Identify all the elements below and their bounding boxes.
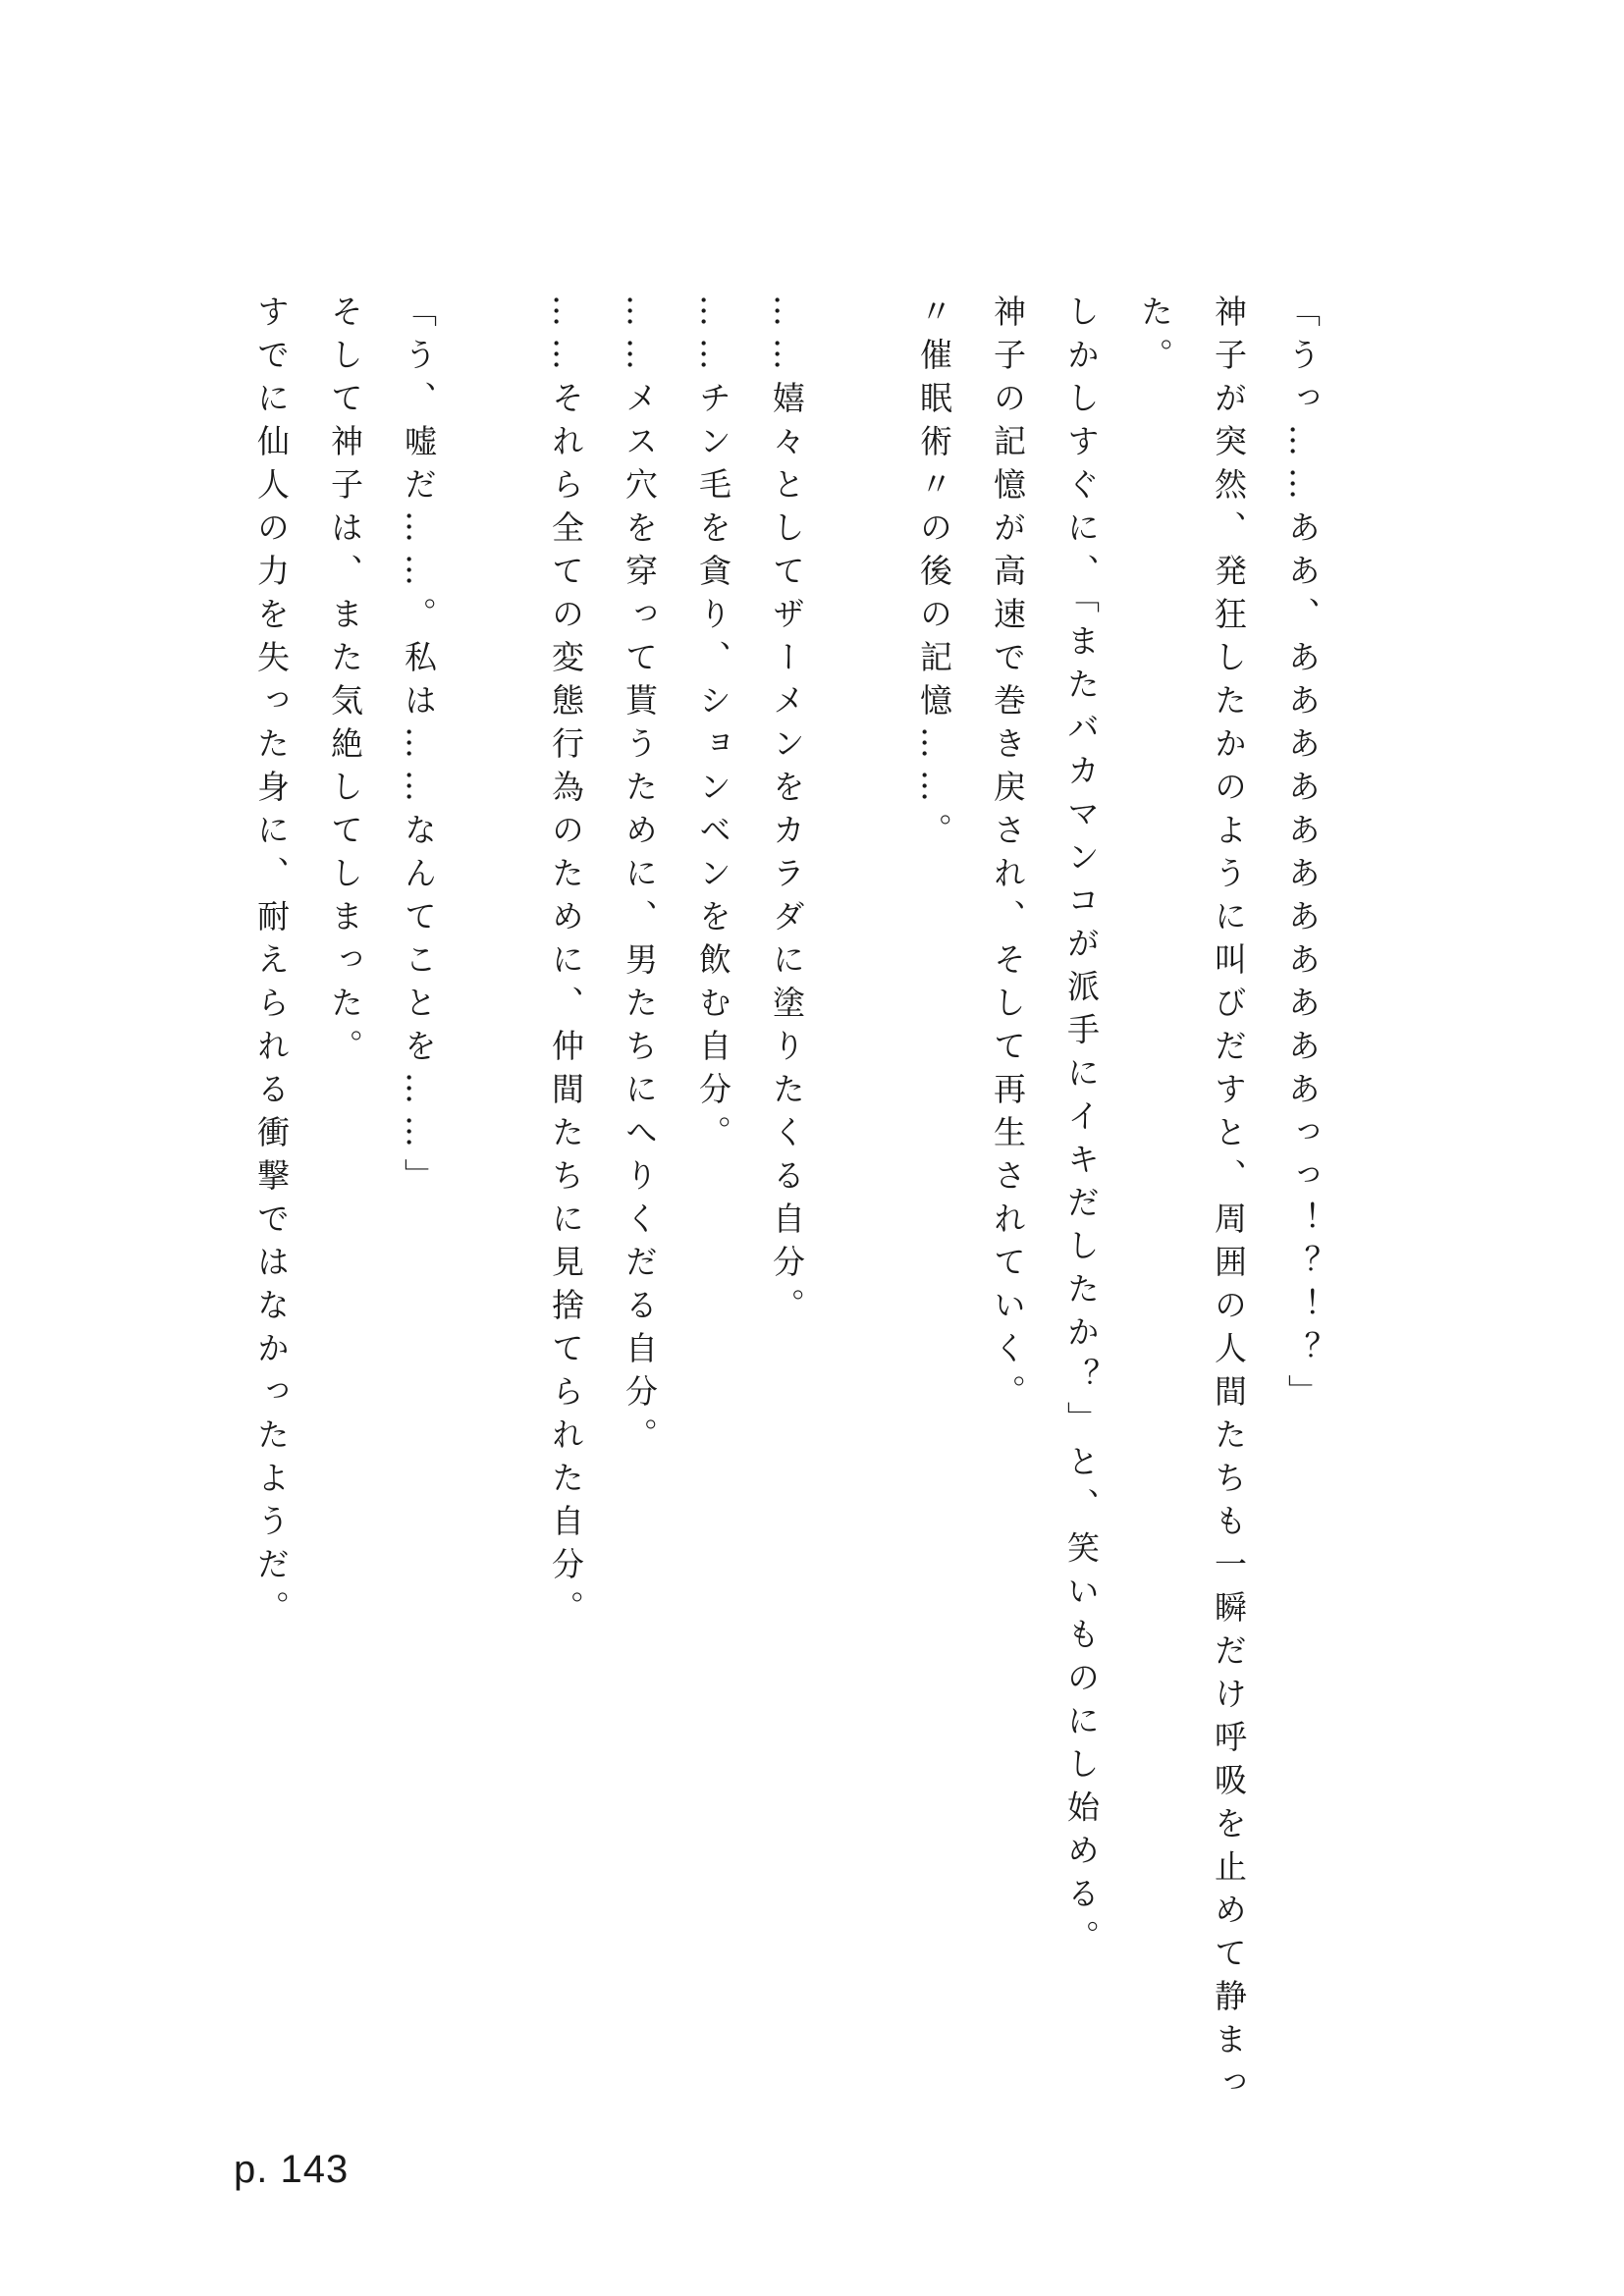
blank-line [456, 294, 529, 2120]
page-number: p. 143 [234, 2148, 350, 2191]
paragraph-4: 神子の記憶が高速で巻き戻され、そして再生されていく。 [989, 294, 1027, 1417]
paragraph-9: ……メス穴を穿って貰うために、男たちにへりくだる自分。 [621, 294, 659, 1461]
paragraph-12: 「う、嘘だ……。私は……なんてことを……」 [400, 294, 438, 1201]
paragraph-8: ……チン毛を貪り、ションベンを飲む自分。 [694, 294, 732, 1158]
paragraph-7: ……嬉々としてザーメンをカラダに塗りたくる自分。 [768, 294, 806, 1331]
paragraph-2: 神子が突然、発狂したかのように叫びだすと、周囲の人間たちも一瞬だけ呼吸を止めて静まった。 [1136, 294, 1248, 2109]
body-text [235, 294, 1339, 2120]
paragraph-5: 〃催眠術〃の後の記憶……。 [915, 294, 953, 856]
blank-line [824, 294, 897, 2120]
paragraph-14: すでに仙人の力を失った身に、耐えられる衝撃ではなかったようだ。 [252, 294, 291, 1633]
paragraph-1: 「うっ……ああ、あああああああああああっっ！？！？」 [1283, 294, 1322, 1417]
paragraph-3: しかしすぐに、「またバカマンコが派手にイキだしたか？」と、笑いものにし始める。 [1062, 294, 1101, 1963]
paragraph-10: ……それら全ての変態行為のために、仲間たちに見捨てられた自分。 [547, 294, 585, 1633]
paragraph-13: そして神子は、また気絶してしまった。 [326, 294, 364, 1072]
